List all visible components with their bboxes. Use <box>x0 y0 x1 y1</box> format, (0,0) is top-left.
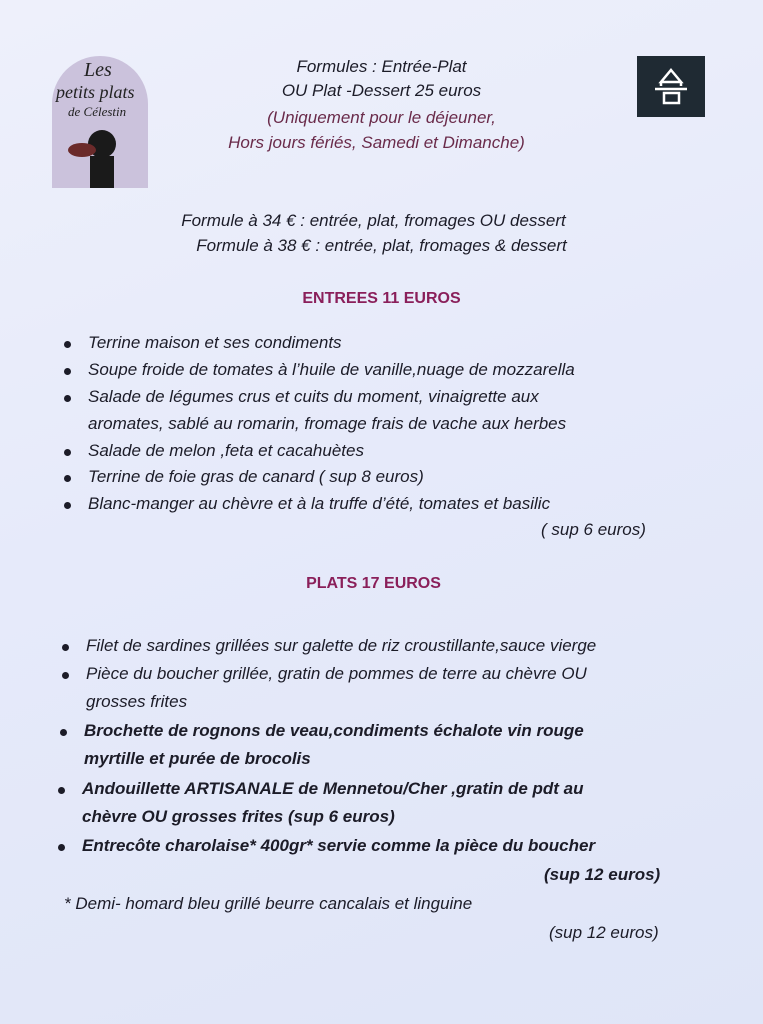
menu-item: Salade de légumes crus et cuits du moment, vinaigrette aux <box>88 387 539 406</box>
plats-note-supplement: (sup 12 euros) <box>549 923 659 942</box>
menu-item: Filet de sardines grillées sur galette de riz croustillante,sauce vierge <box>86 636 597 655</box>
logo-text: Les <box>84 59 112 81</box>
menu-item: chèvre OU grosses frites (sup 6 euros) <box>82 807 395 826</box>
bullet-icon <box>58 844 65 851</box>
bullet-icon <box>64 341 71 348</box>
formule-condition: Hors jours fériés, Samedi et Dimanche) <box>228 133 525 152</box>
menu-item: Salade de melon ,feta et cacahuètes <box>88 441 364 460</box>
logo-text: petits plats <box>56 82 135 102</box>
bullet-icon <box>64 449 71 456</box>
formule-condition: (Uniquement pour le déjeuner, <box>267 108 496 127</box>
menu-item: Blanc-manger au chèvre et à la truffe d’été, tomates et basilic <box>88 494 551 513</box>
formule-text: OU Plat -Dessert 25 euros <box>281 81 482 100</box>
bullet-icon <box>64 368 71 375</box>
formule-38: Formule à 38 € : entrée, plat, fromages & dessert <box>196 236 567 255</box>
menu-item: Terrine maison et ses condiments <box>88 333 342 352</box>
bullet-icon <box>62 672 69 679</box>
menu-item: Entrecôte charolaise* 400gr* servie comme la pièce du boucher <box>82 836 596 855</box>
menu-item: aromates, sablé au romarin, fromage frais de vache aux herbes <box>88 414 567 433</box>
formule-text: Formules : Entrée-Plat <box>296 57 467 76</box>
bullet-icon <box>64 475 71 482</box>
bullet-icon <box>64 502 71 509</box>
menu-item: Terrine de foie gras de canard ( sup 8 euros) <box>88 467 424 486</box>
menu-item: Pièce du boucher grillée, gratin de pommes de terre au chèvre OU <box>86 664 587 683</box>
formule-34: Formule à 34 € : entrée, plat, fromages OU dessert <box>181 211 566 230</box>
bullet-icon <box>64 395 71 402</box>
logo-text: de Célestin <box>68 104 127 119</box>
menu-item: Soupe froide de tomates à l’huile de vanille,nuage de mozzarella <box>88 360 575 379</box>
menu-item: ( sup 6 euros) <box>541 520 646 539</box>
menu-item: (sup 12 euros) <box>544 865 661 884</box>
menu-item: Andouillette ARTISANALE de Mennetou/Cher ,gratin de pdt au <box>82 779 584 798</box>
bullet-icon <box>60 729 67 736</box>
plats-note: * Demi- homard bleu grillé beurre cancalais et linguine <box>64 894 473 913</box>
entrees-heading: ENTREES 11 EUROS <box>302 290 461 307</box>
bullet-icon <box>62 644 69 651</box>
bullet-icon <box>58 787 65 794</box>
menu-item: myrtille et purée de brocolis <box>84 749 311 768</box>
menu-item: Brochette de rognons de veau,condiments échalote vin rouge <box>84 721 584 740</box>
menu-item: grosses frites <box>86 692 188 711</box>
plats-heading: PLATS 17 EUROS <box>306 575 441 592</box>
